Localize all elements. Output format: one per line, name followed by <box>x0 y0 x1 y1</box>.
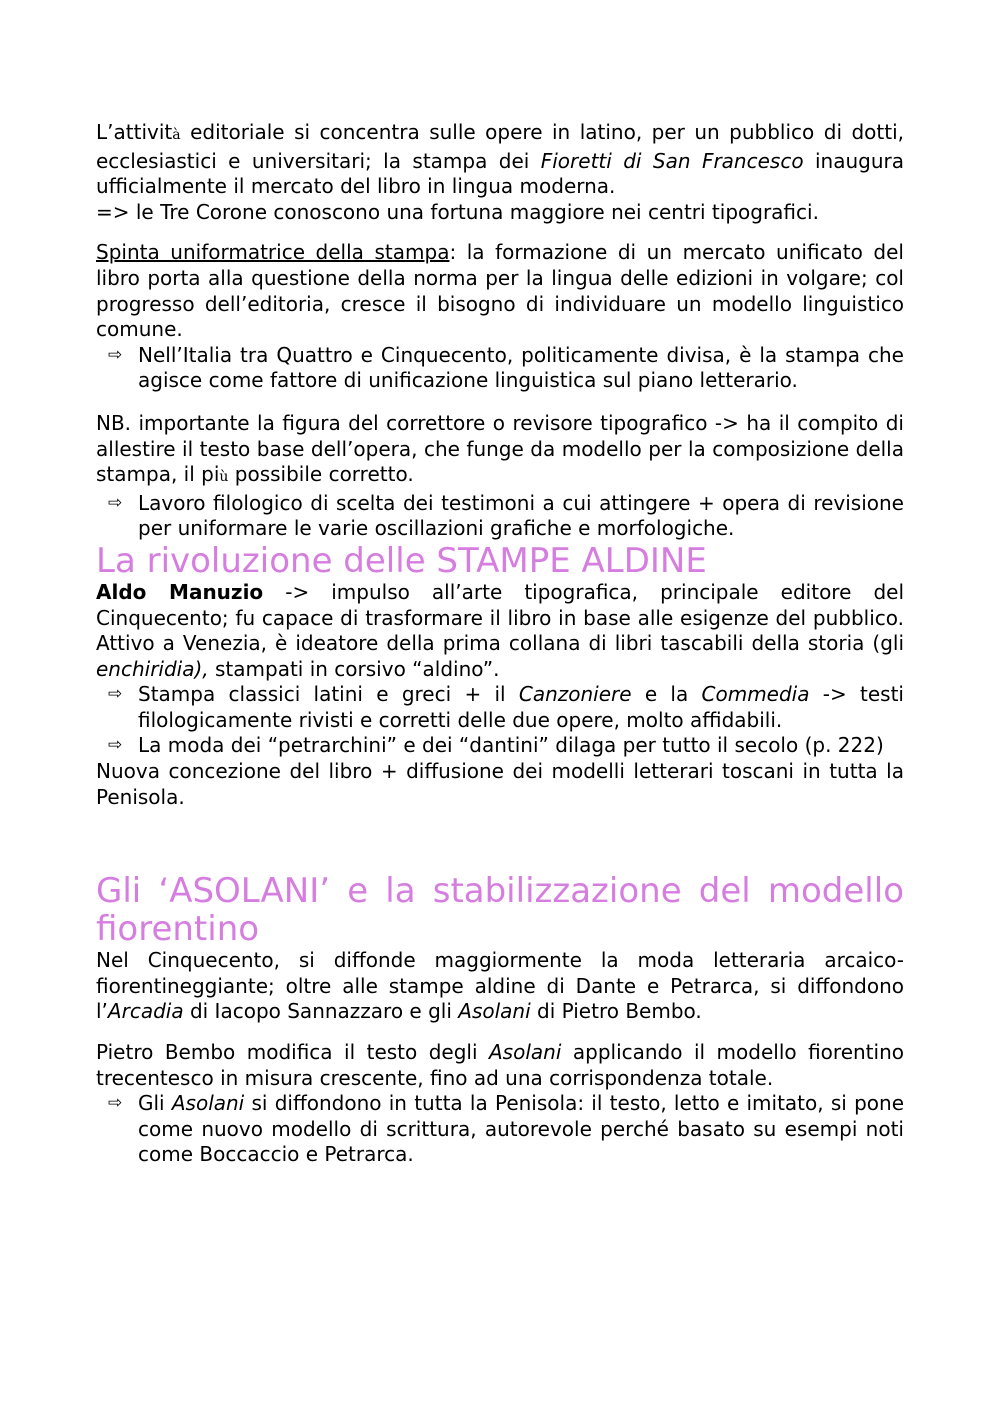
text: Gli <box>138 1091 172 1116</box>
underlined-term: Spinta uniformatrice della stampa <box>96 240 450 265</box>
arrow-bullet-icon: ⇨ <box>108 684 123 705</box>
paragraph-spinta-uniformatrice <box>96 240 904 342</box>
section-heading-stampe-aldine: La rivoluzione delle STAMPE ALDINE <box>96 540 707 581</box>
text: Nel Cinquecento, si diffonde maggiormente la moda letteraria arcaico-fiorentineggiante; oltre alle stampe aldine di Dante e Petrarca, si diffondono l’ <box>96 948 904 1024</box>
italic-title-fioretti: Fioretti di San Francesco <box>540 148 804 173</box>
arrow-bullet-icon: ⇨ <box>108 735 123 756</box>
bullet-item <box>96 682 904 733</box>
arrow-bullet-icon: ⇨ <box>108 492 123 513</box>
text: NB. importante la figura del correttore o revisore tipografico -> ha il compito di allestire il testo base dell’opera, che funge da modello per la composizione della stampa, il pi <box>96 410 904 487</box>
italic-title: Arcadia <box>107 999 184 1024</box>
italic-title: Asolani <box>489 1040 562 1065</box>
italic-title: Canzoniere <box>518 682 632 707</box>
text: di Iacopo Sannazzaro e gli <box>183 999 459 1024</box>
italic-title: Asolani <box>171 1091 245 1116</box>
italic-title: Commedia <box>701 682 810 707</box>
section-heading-asolani: Gli ‘ASOLANI’ e la stabilizzazione del modello fiorentino <box>96 871 904 950</box>
text: : la formazione di un mercato unificato del libro porta alla questione della norma per la lingua delle edizioni in volgare; col progresso dell’editoria, cresce il bisogno di individuare un modello linguistico comune. <box>96 240 904 342</box>
text: di Pietro Bembo. <box>530 999 702 1024</box>
italic-title: Asolani <box>458 999 531 1024</box>
paragraph-cinquecento <box>96 948 904 1025</box>
bullet-item <box>96 343 904 394</box>
text: applicando il modello fiorentino trecentesco in misura crescente, fino ad una corrispondenza totale. <box>96 1040 904 1090</box>
bullet-text: Nell’Italia tra Quattro e Cinquecento, politicamente divisa, è la stampa che agisce come fattore di unificazione linguistica sul piano letterario. <box>138 342 904 393</box>
spacer <box>96 810 904 872</box>
arrow-bullet-icon: ⇨ <box>108 344 123 365</box>
paragraph-editorial-activity <box>96 120 904 200</box>
text: e la <box>631 682 702 707</box>
bullet-item <box>96 1091 904 1168</box>
bullet-text: La moda dei “petrarchini” e dei “dantini” dilaga per tutto il secolo (p. 222) <box>138 733 884 758</box>
bullet-item <box>96 733 904 759</box>
accent-char: ù <box>219 469 229 486</box>
bold-name: Aldo Manuzio <box>96 579 264 604</box>
bullet-text: Lavoro filologico di scelta dei testimoni a cui attingere + opera di revisione per uniformare le varie oscillazioni grafiche e morfologiche. <box>138 490 904 541</box>
text: L’attivit <box>96 120 173 144</box>
spacer <box>96 394 904 411</box>
arrow-bullet-icon: ⇨ <box>108 1093 123 1114</box>
bullet-item <box>96 491 904 542</box>
paragraph-tre-corone: => le Tre Corone conoscono una fortuna maggiore nei centri tipografici. <box>96 199 819 224</box>
text: -> testi filologicamente rivisti e corretti delle due opere, molto affidabili. <box>138 682 904 732</box>
text: editoriale si concentra sulle opere in latino, per un pubblico di dotti, ecclesiastici e universitari; la stampa dei <box>96 120 904 173</box>
text: possibile corretto. <box>228 462 414 487</box>
text: stampati in corsivo “aldino”. <box>208 656 500 681</box>
italic-term: enchiridia), <box>96 656 209 681</box>
paragraph-pietro-bembo <box>96 1040 904 1091</box>
paragraph-nuova-concezione: Nuova concezione del libro + diffusione dei modelli letterari toscani in tutta la Penisola. <box>96 759 904 809</box>
text: inaugura ufficialmente il mercato del libro in lingua moderna. <box>96 148 904 199</box>
paragraph-nb-correttore <box>96 411 904 491</box>
paragraph-aldo-manuzio <box>96 580 904 682</box>
accent-char: à <box>172 127 181 143</box>
text: si diffondono in tutta la Penisola: il testo, letto e imitato, si pone come nuovo modello di scrittura, autorevole perché basato su esempi noti come Boccaccio e Petrarca. <box>138 1091 904 1167</box>
text: Stampa classici latini e greci + il <box>138 682 519 707</box>
text: Pietro Bembo modifica il testo degli <box>96 1040 489 1065</box>
text: -> impulso all’arte tipografica, principale editore del Cinquecento; fu capace di trasformare il libro in base alle esigenze del pubblico. Attivo a Venezia, è ideatore della prima collana di libri tascabili della storia (gli <box>96 579 904 656</box>
